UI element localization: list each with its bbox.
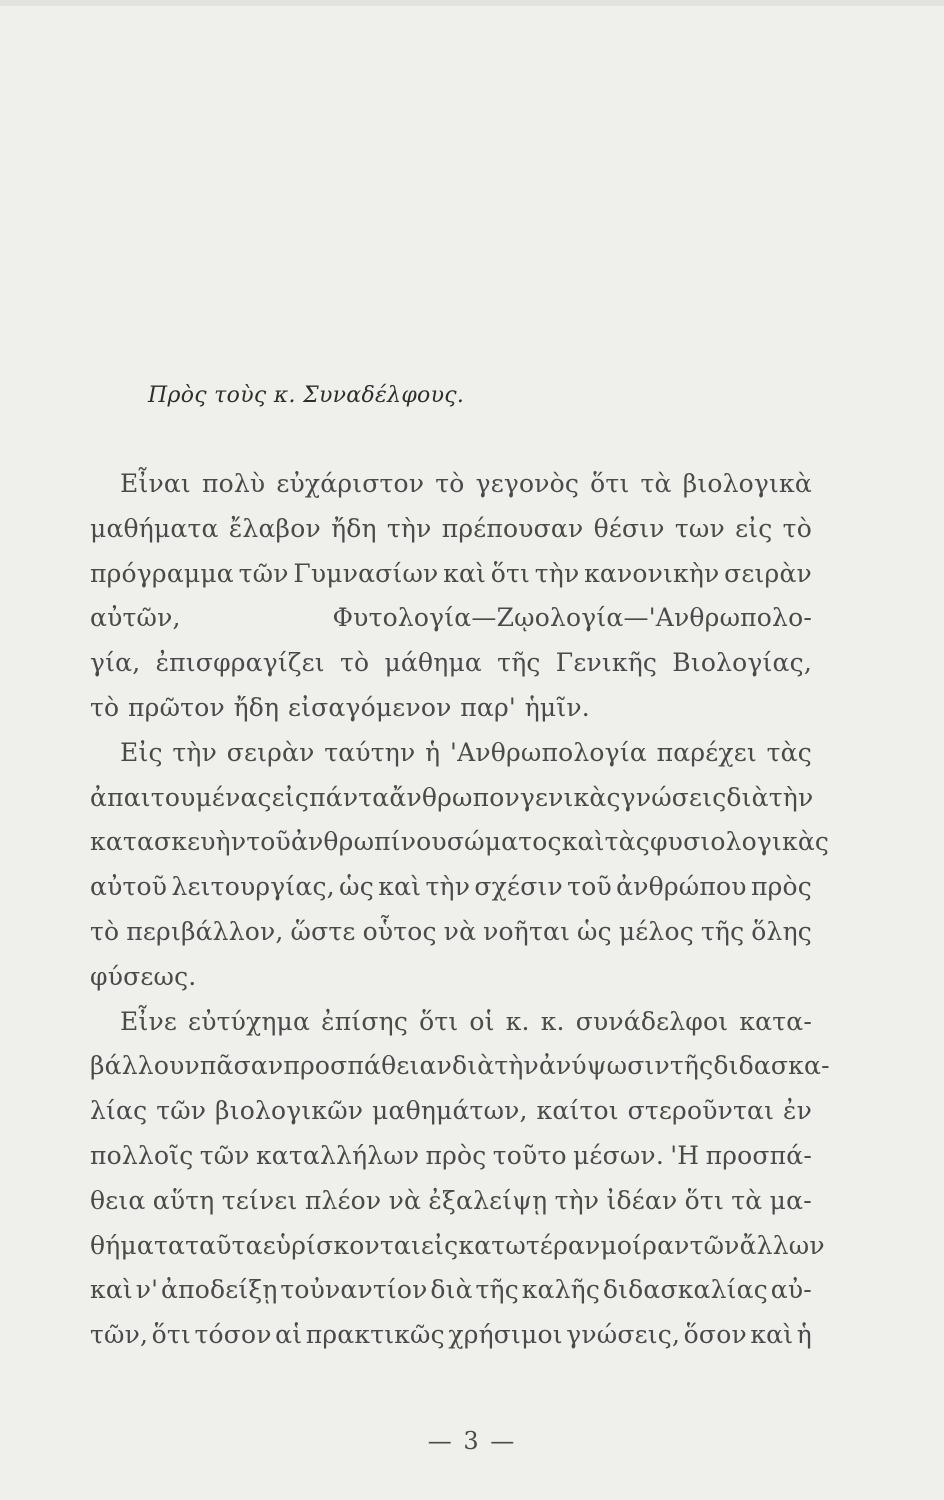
word: μάθημα — [384, 648, 482, 678]
word: κ. — [540, 1006, 565, 1036]
word: σχέσιν — [474, 872, 563, 902]
word: πολλοῖς — [90, 1140, 194, 1170]
word: ὅσον — [683, 1320, 747, 1350]
word: παρ' — [460, 692, 516, 722]
word: τοῦ — [567, 872, 612, 902]
word: τόσον — [194, 1320, 272, 1350]
word: θέσιν — [593, 513, 665, 543]
body-text — [90, 462, 830, 1358]
word: οὗτος — [362, 916, 437, 946]
word: 'Η — [670, 1140, 700, 1170]
word: τὸ — [340, 648, 370, 678]
word: ν' — [135, 1275, 159, 1305]
word: καὶ — [90, 1275, 133, 1305]
word: τὸ — [90, 692, 120, 722]
text-line — [90, 1313, 812, 1358]
text-line — [90, 596, 812, 641]
text-line — [90, 1134, 812, 1179]
word: λειτουργίας, — [171, 872, 335, 902]
text-line — [90, 955, 812, 1000]
word: καὶ — [561, 827, 605, 857]
word: ὥστε — [290, 916, 356, 946]
word: τὰς — [766, 737, 812, 767]
word: διὰ — [452, 1051, 495, 1081]
word: πρῶτον — [128, 692, 225, 722]
word: γνώσεις — [620, 782, 727, 812]
word: πρὸς — [750, 872, 812, 902]
word: γία, — [90, 648, 141, 678]
word: κατωτέραν — [458, 1230, 601, 1260]
text-line — [90, 641, 812, 686]
word: πρέπουσαν — [441, 513, 584, 543]
word: Εἰς — [120, 737, 163, 767]
word: εὐτύχημα — [188, 1006, 311, 1036]
text-line — [90, 910, 812, 955]
word: φύσεως. — [90, 961, 197, 991]
word: ἄνθρωπον — [389, 782, 520, 812]
word: καὶ — [750, 1320, 794, 1350]
text-line — [90, 686, 812, 731]
word: λίας — [90, 1096, 148, 1126]
text-line — [90, 731, 812, 776]
word: μέλος — [618, 916, 694, 946]
word: τείνει — [221, 1185, 298, 1215]
word: μοίραν — [600, 1230, 690, 1260]
word: ἐπισφραγίζει — [155, 648, 325, 678]
word: γεγονὸς — [475, 469, 580, 498]
word: βιολογικῶν — [215, 1096, 364, 1126]
word: παρέχει — [656, 737, 757, 767]
word: εἰς — [735, 513, 773, 543]
word: ἡ — [796, 1320, 812, 1350]
word: αὐ- — [770, 1275, 812, 1305]
word: εἰς — [271, 782, 310, 812]
word: τῶν — [199, 1140, 250, 1170]
word: ἐν — [782, 1096, 812, 1126]
word: τοῦτο — [492, 1140, 567, 1170]
word: κατασκευὴν — [90, 827, 247, 857]
text-line — [90, 552, 812, 597]
word: συνάδελφοι — [575, 1006, 729, 1036]
word: κατα- — [739, 1006, 812, 1036]
word: κανονικὴν — [584, 558, 720, 588]
word: γενικὰς — [519, 782, 621, 812]
word: αὐτῶν, — [90, 603, 181, 633]
word: εἰσαγόμενον — [287, 692, 452, 722]
word: τῶν — [156, 1096, 207, 1126]
word: ἐπίσης — [321, 1006, 409, 1036]
word: ἤδη — [331, 513, 377, 543]
word: τῶν, — [90, 1320, 149, 1350]
word: τῆς — [669, 1051, 714, 1081]
word: τῶν — [238, 558, 289, 588]
word: ὅλης — [751, 916, 812, 946]
word: τῶν — [689, 1230, 740, 1260]
word: καὶ — [443, 558, 487, 588]
word: περιβάλλον, — [126, 916, 284, 946]
word: μέσων. — [572, 1140, 664, 1170]
page-number: — 3 — — [427, 1427, 517, 1455]
word: πρὸς — [425, 1140, 487, 1170]
word: Εἶναι — [120, 469, 191, 498]
word: διὰ — [726, 782, 769, 812]
word: ταῦτα — [185, 1230, 263, 1260]
word: σειρὰν — [226, 737, 315, 767]
word: προσπάθειαν — [283, 1051, 452, 1081]
word: τὴν — [494, 1051, 539, 1081]
word: ὡς — [577, 916, 612, 946]
word: ἀνθρώπου — [616, 872, 747, 902]
word: τὴν — [768, 782, 814, 812]
word: τῆς — [497, 648, 541, 678]
word: εὑρίσκονται — [262, 1230, 422, 1260]
word: αἱ — [275, 1320, 303, 1350]
word: ἀποδείξῃ — [161, 1275, 278, 1305]
word: ἡμῖν. — [524, 692, 590, 722]
text-line — [90, 507, 812, 552]
word: χρήσιμοι — [448, 1320, 563, 1350]
word: Φυτολογία—Ζῳολογία—'Ανθρωπολο- — [332, 603, 812, 633]
text-line — [90, 1179, 812, 1224]
word: ἔλαβον — [228, 513, 321, 543]
word: ἤδη — [233, 692, 280, 722]
word: ἀνθρωπίνου — [290, 827, 447, 857]
word: εἰς — [421, 1230, 459, 1260]
word: τὸ — [90, 916, 120, 946]
word: τὰς — [604, 827, 650, 857]
page-heading: Πρὸς τοὺς κ. Συναδέλφους. — [148, 383, 465, 408]
word: ἀπαιτουμένας — [90, 782, 272, 812]
word: πρόγραμμα — [90, 558, 234, 588]
word: σώματος — [446, 827, 562, 857]
text-line — [90, 1224, 825, 1269]
text-line — [90, 865, 812, 910]
word: τὴν — [554, 1185, 600, 1215]
word: Γενικῆς — [555, 648, 658, 678]
word: ὅτι — [151, 1320, 191, 1350]
word: σειρὰν — [724, 558, 812, 588]
word: τὴν — [425, 872, 471, 902]
word: αὐτοῦ — [90, 872, 168, 902]
word: τὴν — [386, 513, 432, 543]
word: Βιολογίας, — [672, 648, 812, 678]
text-line — [90, 820, 830, 865]
word: νὰ — [388, 1185, 422, 1215]
word: καταλλήλων — [255, 1140, 420, 1170]
text-line — [90, 1089, 812, 1134]
word: τῆς — [475, 1275, 519, 1305]
word: θήματα — [90, 1230, 186, 1260]
word: ἐξαλείψῃ — [428, 1185, 548, 1215]
word: φυσιολογικὰς — [649, 827, 830, 857]
text-line — [90, 1268, 812, 1313]
word: τῆς — [700, 916, 745, 946]
word: βάλλουν — [90, 1051, 200, 1081]
text-line — [90, 462, 812, 507]
word: διδασκα- — [713, 1051, 830, 1081]
word: νοῆται — [483, 916, 571, 946]
word: Εἶνε — [120, 1006, 178, 1036]
word: Γυμνασίων — [293, 558, 439, 588]
text-line — [90, 1000, 812, 1045]
word: ὡς — [339, 872, 374, 902]
word: τὸ — [782, 513, 812, 543]
word: ἀνύψωσιν — [538, 1051, 670, 1081]
word: πολὺ — [201, 469, 266, 498]
word: ταύτην — [324, 737, 416, 767]
word: βιολογικὰ — [682, 469, 812, 498]
word: τοῦ — [246, 827, 291, 857]
word: ἡ — [425, 737, 441, 767]
word: τὰ — [731, 1185, 763, 1215]
word: ὅτι — [419, 1006, 459, 1036]
word: ὅτι — [684, 1185, 724, 1215]
word: μαθήματα — [90, 513, 219, 543]
word: πάντα — [309, 782, 390, 812]
word: πρακτικῶς — [305, 1320, 445, 1350]
word: ὅτι — [590, 469, 630, 498]
word: τὴν — [534, 558, 580, 588]
word: διδασκαλίας — [602, 1275, 768, 1305]
word: θεια — [90, 1185, 146, 1215]
word: γνώσεις, — [566, 1320, 681, 1350]
word: στεροῦνται — [627, 1096, 775, 1126]
word: ὅτι — [490, 558, 531, 588]
text-line — [90, 776, 812, 821]
word: αὕτη — [152, 1185, 215, 1215]
word: διὰ — [430, 1275, 473, 1305]
word: τὸ — [435, 469, 465, 498]
word: των — [674, 513, 725, 543]
word: οἱ — [469, 1006, 495, 1036]
word: καίτοι — [536, 1096, 619, 1126]
word: τὰ — [640, 469, 672, 498]
word: ἄλλων — [739, 1230, 825, 1260]
word: τὴν — [172, 737, 217, 767]
word: νὰ — [443, 916, 477, 946]
word: εὐχάριστον — [276, 469, 425, 498]
page-top-edge — [0, 0, 944, 6]
word: προσπά- — [705, 1140, 812, 1170]
word: 'Ανθρωπολογία — [450, 737, 647, 767]
word: μαθημάτων, — [372, 1096, 528, 1126]
word: πᾶσαν — [199, 1051, 284, 1081]
word: μα- — [769, 1185, 812, 1215]
word: ἰδέαν — [606, 1185, 678, 1215]
word: πλέον — [304, 1185, 382, 1215]
word: τοὐναντίον — [280, 1275, 428, 1305]
word: καὶ — [378, 872, 422, 902]
text-line — [90, 1044, 830, 1089]
word: καλῆς — [521, 1275, 601, 1305]
word: κ. — [505, 1006, 530, 1036]
